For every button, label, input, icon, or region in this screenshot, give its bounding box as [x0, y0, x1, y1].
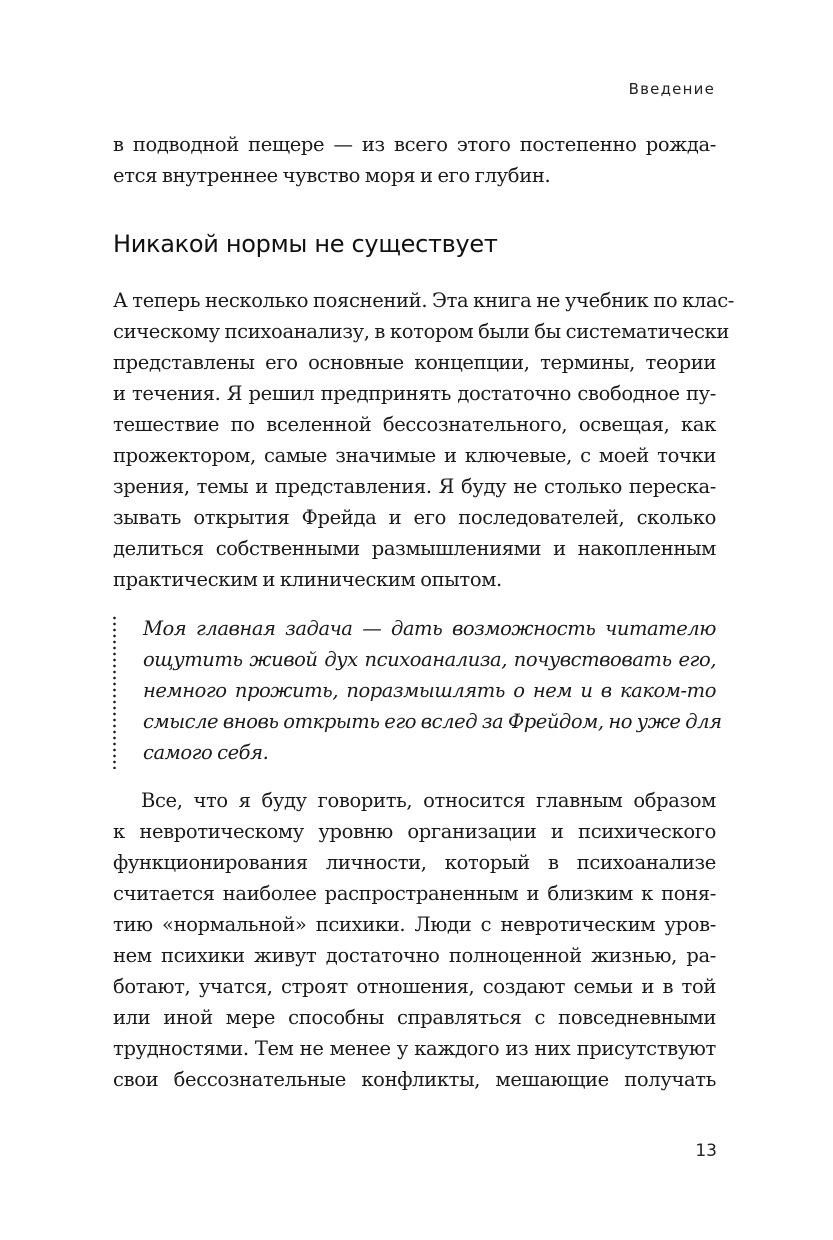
text-line: считается наиболее распространенным и близким к поня- — [113, 882, 716, 905]
text-line: Моя главная задача — дать возможность читателю — [143, 617, 716, 640]
running-head: Введение — [628, 80, 715, 98]
paragraph-main — [113, 785, 716, 1095]
text-line: функционирования личности, который в психоанализе — [113, 851, 716, 874]
text-line: смысле вновь открыть его вслед за Фрейдом, но уже для — [143, 710, 722, 733]
text-line: к невротическому уровню организации и психического — [113, 820, 716, 843]
text-line: зывать открытия Фрейда и его последователей, сколько — [113, 506, 716, 529]
pull-quote — [113, 613, 722, 771]
text-line: тешествие по вселенной бессознательного, освещая, как — [113, 413, 716, 436]
text-line: трудностями. Тем не менее у каждого из них присутствуют — [113, 1037, 716, 1060]
text-line: прожектором, самые значимые и ключевые, с моей точки — [113, 444, 716, 467]
text-line: ощутить живой дух психоанализа, почувствовать его, — [143, 648, 716, 671]
text-line: и течения. Я решил предпринять достаточно свободное пу- — [113, 382, 716, 405]
quote-text — [143, 613, 722, 768]
text-line: А теперь несколько пояснений. Эта книга не учебник по клас- — [113, 289, 735, 312]
text-line: или иной мере способны справляться с повседневными — [113, 1006, 716, 1029]
text-line: зрения, темы и представления. Я буду не столько переска- — [113, 475, 716, 498]
text-line: ется внутреннее чувство моря и его глубин. — [113, 164, 551, 187]
text-line: делиться собственными размышлениями и накопленным — [113, 537, 716, 560]
dotted-rule — [113, 615, 116, 769]
text-line: немного прожить, поразмышлять о нем и в каком-то — [143, 679, 716, 702]
text-line: Все, что я буду говорить, относится главным образом — [141, 789, 716, 812]
section-heading: Никакой нормы не существует — [113, 230, 498, 258]
text-line: ботают, учатся, строят отношения, создают семьи и в той — [113, 975, 716, 998]
text-line: практическим и клиническим опытом. — [113, 568, 502, 591]
page-number: 13 — [695, 1141, 717, 1161]
text-line: свои бессознательные конфликты, мешающие получать — [113, 1068, 716, 1091]
text-line: самого себя. — [143, 741, 269, 764]
text-line: нем психики живут достаточно полноценной жизнью, ра- — [113, 944, 716, 967]
paragraph-top — [113, 129, 716, 191]
text-line: сическому психоанализу, в котором были бы систематически — [113, 320, 730, 343]
text-line: представлены его основные концепции, термины, теории — [113, 351, 716, 374]
text-line: тию «нормальной» психики. Люди с невротическим уров- — [113, 913, 716, 936]
paragraph-intro — [113, 285, 735, 595]
text-line: в подводной пещере — из всего этого постепенно рожда- — [113, 133, 716, 156]
